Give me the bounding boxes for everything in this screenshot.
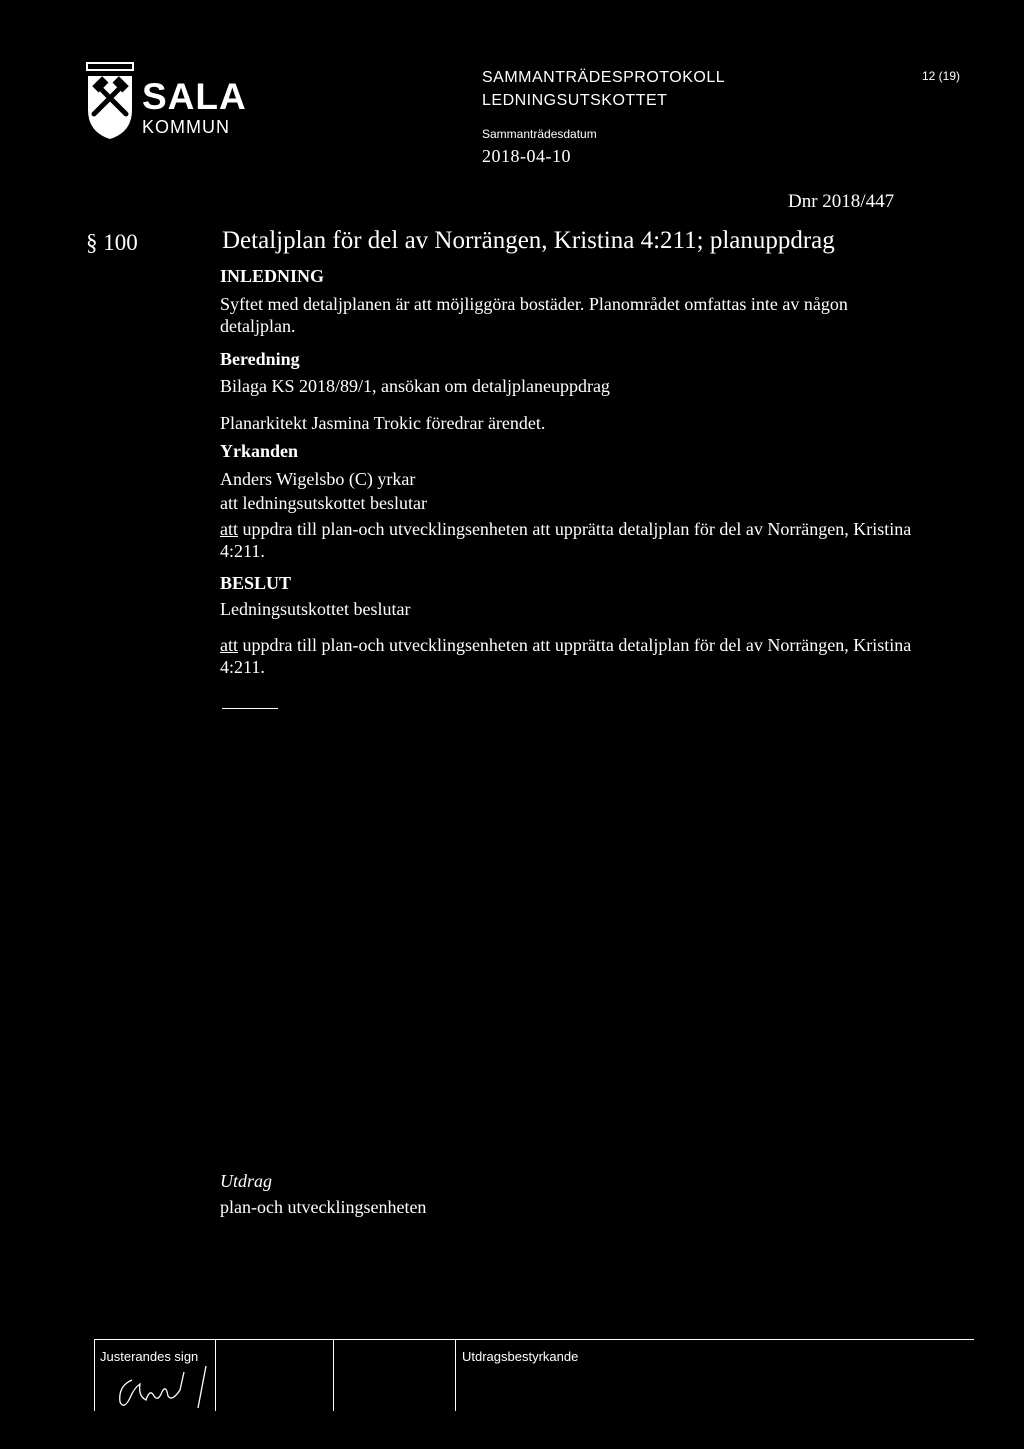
att-marker: att [220, 635, 238, 655]
yrkanden-intro: att ledningsutskottet beslutar [220, 493, 427, 513]
footer-cell-border [94, 1339, 95, 1411]
logo-sala: SALA [142, 76, 247, 117]
footer-divider [94, 1339, 974, 1340]
inledning-heading: INLEDNING [220, 266, 325, 286]
yrkanden-heading: Yrkanden [220, 441, 299, 461]
committee-name: LEDNINGSUTSKOTTET [482, 92, 668, 109]
diary-number: Dnr 2018/447 [788, 191, 895, 212]
end-divider [222, 708, 278, 709]
beslut-heading: BESLUT [220, 573, 292, 593]
footer-cell-border [455, 1339, 456, 1411]
justerandes-sign-label: Justerandes sign [100, 1349, 199, 1364]
beslut-intro: Ledningsutskottet beslutar [220, 599, 411, 619]
beredning-heading: Beredning [220, 349, 300, 369]
utdrag-recipient: plan-och utvecklingsenheten [220, 1197, 427, 1217]
yrkanden-decision-text: uppdra till plan-och utvecklingsenheten att upprätta detaljplan för del av Norrängen, Kristina 4:211. [220, 519, 912, 561]
att-marker: att [220, 519, 238, 539]
handwritten-signature [110, 1362, 220, 1412]
utdrag-label: Utdrag [220, 1171, 273, 1191]
paragraph-number: § 100 [86, 230, 138, 255]
footer-cell-border [333, 1339, 334, 1411]
meeting-date-label: Sammanträdesdatum [482, 127, 597, 141]
item-heading: Detaljplan för del av Norrängen, Kristina 4:211; planuppdrag [222, 227, 835, 254]
inledning-text: Syftet med detaljplanen är att möjliggöra bostäder. Planområdet omfattas inte av någon detaljplan. [220, 294, 848, 336]
beslut-decision [220, 634, 920, 678]
yrkanden-decision [220, 518, 920, 562]
page-number: 12 (19) [922, 69, 961, 83]
beredning-presenter: Planarkitekt Jasmina Trokic föredrar ärendet. [220, 413, 546, 433]
logo-kommun: KOMMUN [142, 117, 230, 137]
utdragsbestyrkande-label: Utdragsbestyrkande [462, 1349, 579, 1364]
beslut-decision-text: uppdra till plan-och utvecklingsenheten att upprätta detaljplan för del av Norrängen, Kristina 4:211. [220, 635, 912, 677]
beredning-attachment: Bilaga KS 2018/89/1, ansökan om detaljplaneuppdrag [220, 376, 610, 396]
sala-kommun-logo [84, 62, 274, 142]
crossed-hammers-emblem-icon [84, 62, 136, 140]
meeting-date: 2018-04-10 [482, 146, 571, 166]
yrkanden-proposer: Anders Wigelsbo (C) yrkar [220, 469, 416, 489]
protocol-title: SAMMANTRÄDESPROTOKOLL [482, 69, 726, 86]
